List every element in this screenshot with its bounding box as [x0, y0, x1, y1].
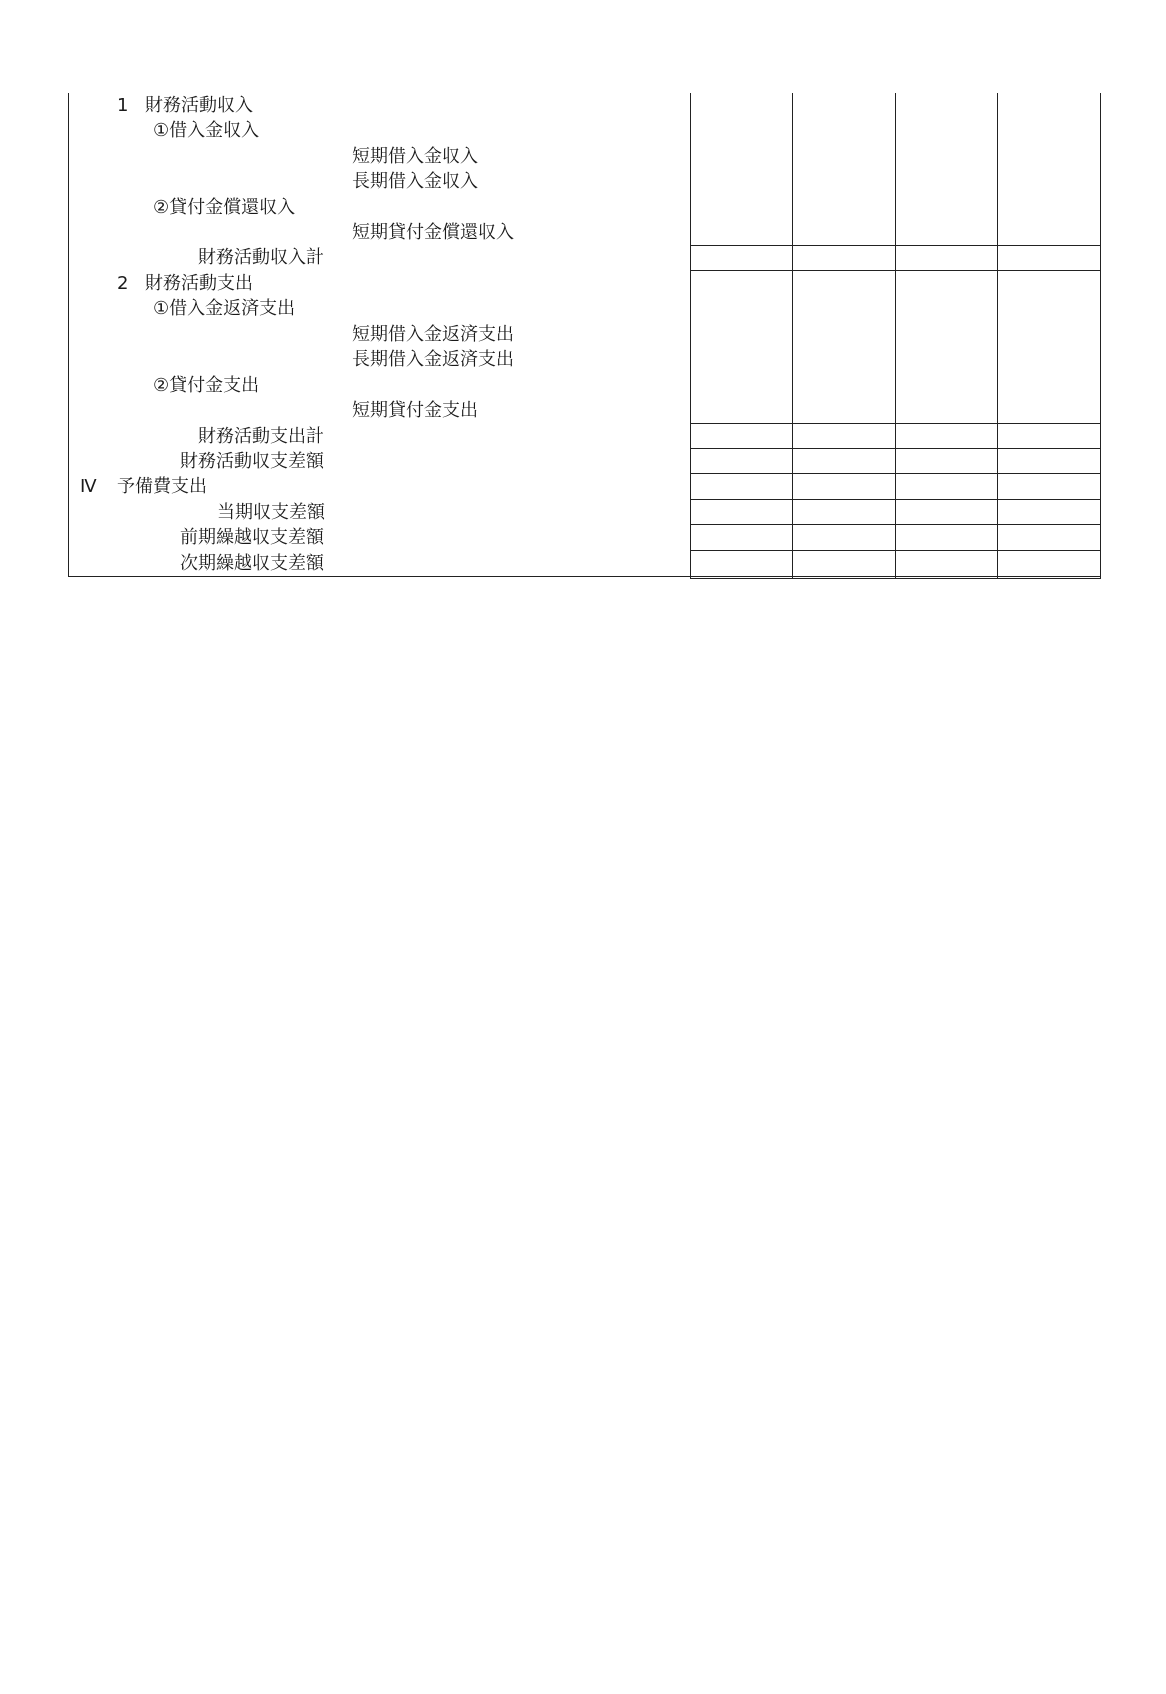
amount-row-line [690, 270, 1101, 271]
row-label-short-borrow-repay-expense: 短期借入金返済支出 [352, 324, 514, 345]
row-number: 2 [117, 273, 129, 294]
row-label-borrow-income: ①借入金収入 [153, 120, 260, 141]
row-number: 1 [117, 95, 129, 116]
amount-row-line [690, 499, 1101, 500]
row-label-borrow-repay-expense: ①借入金返済支出 [153, 298, 296, 319]
row-label-long-borrow-repay-expense: 長期借入金返済支出 [352, 349, 514, 370]
row-label-current-balance: 当期収支差額 [217, 502, 325, 523]
row-label-fin-income-total: 財務活動収入計 [198, 247, 324, 268]
amount-col-divider-4 [997, 93, 998, 578]
row-label-fin-expense-total: 財務活動支出計 [198, 426, 324, 447]
amount-col-divider-2 [792, 93, 793, 578]
row-label-prev-carry-balance: 前期繰越収支差額 [180, 527, 324, 548]
row-number: Ⅳ [80, 476, 97, 497]
row-label-fin-balance: 財務活動収支差額 [180, 451, 324, 472]
row-label-long-borrow-income: 長期借入金収入 [352, 171, 478, 192]
amount-col-divider-5 [1100, 93, 1101, 578]
amount-row-line [690, 423, 1101, 424]
amount-col-divider-1 [690, 93, 691, 578]
row-label-short-borrow-income: 短期借入金収入 [352, 146, 478, 167]
row-label-fin-income: 財務活動収入 [145, 95, 253, 116]
row-label-fin-expense: 財務活動支出 [145, 273, 253, 294]
amount-row-line [690, 473, 1101, 474]
amount-row-line [690, 550, 1101, 551]
amount-row-line [690, 448, 1101, 449]
bottom-border [68, 576, 1101, 577]
row-label-loan-repay-income: ②貸付金償還収入 [153, 197, 296, 218]
row-label-loan-expense: ②貸付金支出 [153, 375, 260, 396]
row-label-short-loan-expense: 短期貸付金支出 [352, 400, 478, 421]
row-label-next-carry-balance: 次期繰越収支差額 [180, 553, 324, 574]
bottom-border-double [690, 578, 1101, 579]
amount-row-line [690, 524, 1101, 525]
left-border [68, 93, 69, 576]
row-label-short-loan-repay-income: 短期貸付金償還収入 [352, 222, 514, 243]
row-label-reserve-expense: 予備費支出 [117, 476, 207, 497]
amount-col-divider-3 [895, 93, 896, 578]
amount-row-line [690, 245, 1101, 246]
